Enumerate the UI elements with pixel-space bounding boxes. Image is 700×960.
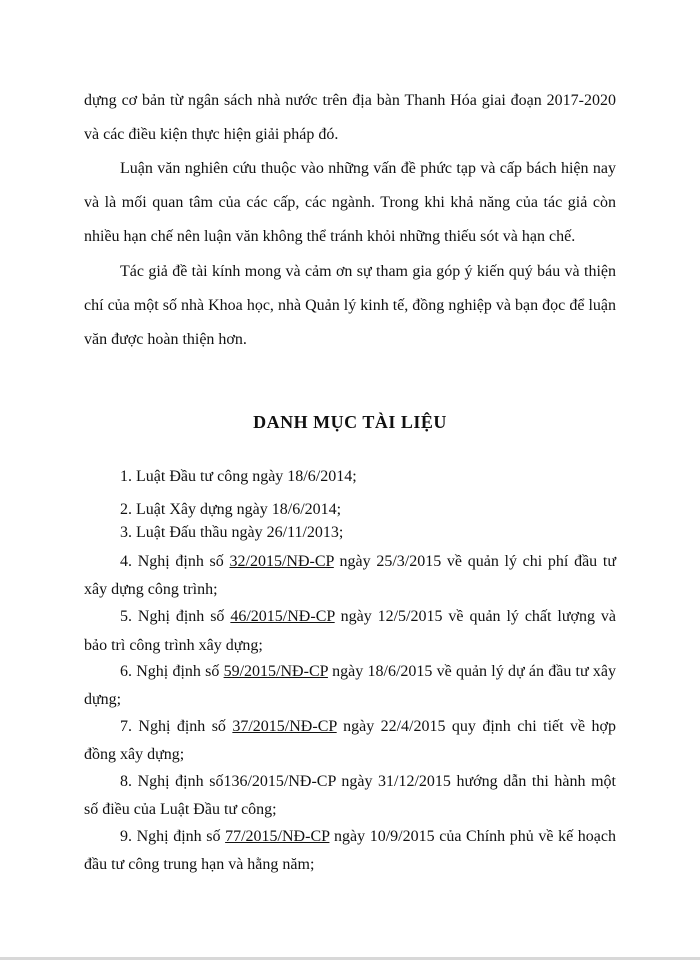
reference-continuation: số điều của Luật Đầu tư công; — [84, 801, 277, 818]
reference-item — [120, 827, 616, 847]
references-title: DANH MỤC TÀI LIỆU — [253, 412, 447, 432]
reference-continuation: đầu tư công trung hạn và hằng năm; — [84, 856, 315, 873]
intro-line: nhiều hạn chế nên luận văn không thể tránh khỏi những thiếu sót và hạn chế. — [84, 228, 576, 245]
reference-item — [120, 552, 616, 572]
reference-text: 3. Luật Đấu thầu ngày 26/11/2013; — [120, 524, 344, 541]
reference-item — [120, 772, 616, 792]
reference-text: 5. Nghị định số — [120, 608, 231, 625]
reference-item — [120, 523, 616, 543]
intro-line: Tác giả đề tài kính mong và cảm ơn sự tham gia góp ý kiến quý báu và thiện — [120, 263, 616, 280]
decree-link[interactable]: 46/2015/NĐ-CP — [230, 608, 335, 625]
reference-text: ngày 18/6/2015 về quản lý dự án đầu tư xây — [327, 663, 616, 680]
reference-text: 1. Luật Đầu tư công ngày 18/6/2014; — [120, 468, 357, 485]
reference-continuation: dựng; — [84, 691, 122, 708]
decree-link[interactable]: 59/2015/NĐ-CP — [223, 663, 328, 680]
intro-line: văn được hoàn thiện hơn. — [84, 331, 247, 348]
intro-line: dựng cơ bản từ ngân sách nhà nước trên địa bàn Thanh Hóa giai đoạn 2017-2020 — [84, 92, 616, 109]
intro-line: Luận văn nghiên cứu thuộc vào những vấn đề phức tạp và cấp bách hiện nay — [120, 160, 616, 177]
reference-text: 8. Nghị định số136/2015/NĐ-CP ngày 31/12/2015 hướng dẫn thi hành một — [120, 773, 616, 790]
reference-text: 6. Nghị định số — [120, 663, 224, 680]
reference-text: 9. Nghị định số — [120, 828, 226, 845]
reference-item — [120, 662, 616, 682]
reference-text: ngày 10/9/2015 của Chính phủ về kế hoạch — [329, 828, 617, 845]
decree-link[interactable]: 32/2015/NĐ-CP — [229, 553, 334, 570]
reference-item — [120, 500, 616, 520]
intro-line: và các điều kiện thực hiện giải pháp đó. — [84, 126, 339, 143]
reference-continuation: bảo trì công trình xây dựng; — [84, 637, 263, 654]
reference-text: ngày 25/3/2015 về quản lý chi phí đầu tư — [333, 553, 617, 570]
reference-item — [120, 607, 616, 627]
reference-continuation: đồng xây dựng; — [84, 746, 185, 763]
decree-link[interactable]: 77/2015/NĐ-CP — [225, 828, 330, 845]
intro-line: chí của một số nhà Khoa học, nhà Quản lý kinh tế, đồng nghiệp và bạn đọc để luận — [84, 297, 616, 314]
reference-continuation: xây dựng công trình; — [84, 581, 218, 598]
reference-item — [120, 717, 616, 737]
reference-text: 2. Luật Xây dựng ngày 18/6/2014; — [120, 501, 342, 518]
reference-item — [120, 467, 616, 487]
reference-text: ngày 22/4/2015 quy định chi tiết về hợp — [336, 718, 617, 735]
reference-text: 4. Nghị định số — [120, 553, 230, 570]
reference-text: 7. Nghị định số — [120, 718, 233, 735]
reference-text: ngày 12/5/2015 về quản lý chất lượng và — [334, 608, 617, 625]
decree-link[interactable]: 37/2015/NĐ-CP — [232, 718, 337, 735]
intro-line: và là mối quan tâm của các cấp, các ngành. Trong khi khả năng của tác giả còn — [84, 194, 616, 211]
